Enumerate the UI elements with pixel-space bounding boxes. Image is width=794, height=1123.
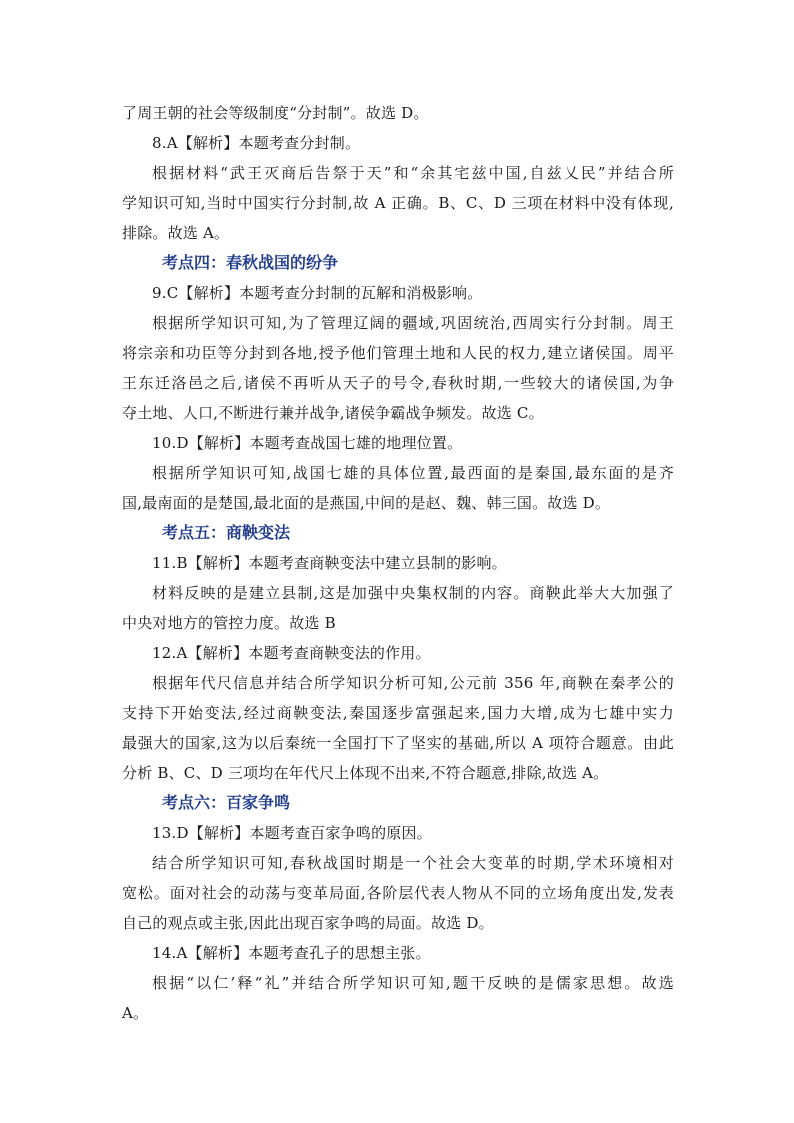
text-line: 中央对地方的管控力度。故选 B — [122, 614, 336, 632]
section-heading: 考点四：春秋战国的纷争 — [162, 253, 339, 272]
text-line: 国,最南面的是楚国,最北面的是燕国,中间的是赵、魏、韩三国。故选 D。 — [122, 494, 611, 512]
document-page — [122, 98, 674, 1028]
text-line: 将宗亲和功臣等分封到各地,授予他们管理土地和人民的权力,建立诸侯国。周平 — [122, 344, 674, 362]
text-line: 了周王朝的社会等级制度“分封制”。故选 D。 — [122, 104, 429, 122]
text-line: 13.D【解析】本题考查百家争鸣的原因。 — [152, 824, 432, 842]
text-line: 排除。故选 A。 — [122, 224, 230, 242]
text-line: 根据“以仁’释“礼”并结合所学知识可知,题干反映的是儒家思想。故选 — [152, 974, 674, 992]
text-line: 根据所学知识可知,战国七雄的具体位置,最西面的是秦国,最东面的是齐 — [152, 464, 674, 482]
text-line: 14.A【解析】本题考查孔子的思想主张。 — [152, 944, 431, 962]
text-line: 分析 B、C、D 三项均在年代尺上体现不出来,不符合题意,排除,故选 A。 — [122, 764, 609, 782]
text-line: 根据材料“武王灭商后告祭于天”和“余其宅兹中国,自兹乂民”并结合所 — [152, 164, 674, 182]
text-line: A。 — [122, 1004, 149, 1022]
text-line: 12.A【解析】本题考查商鞅变法的作用。 — [152, 644, 431, 662]
text-line: 8.A【解析】本题考查分封制。 — [152, 134, 361, 152]
text-line: 自己的观点或主张,因此出现百家争鸣的局面。故选 D。 — [122, 914, 494, 932]
text-line: 支持下开始变法,经过商鞅变法,秦国逐步富强起来,国力大增,成为七雄中实力 — [122, 704, 674, 722]
text-line: 11.B【解析】本题考查商鞅变法中建立县制的影响。 — [152, 554, 507, 572]
text-line: 10.D【解析】本题考查战国七雄的地理位置。 — [152, 434, 463, 452]
text-line: 宽松。面对社会的动荡与变革局面,各阶层代表人物从不同的立场角度出发,发表 — [122, 884, 674, 902]
text-line: 结合所学知识可知,春秋战国时期是一个社会大变革的时期,学术环境相对 — [152, 854, 674, 872]
text-line: 夺土地、人口,不断进行兼并战争,诸侯争霸战争频发。故选 C。 — [122, 404, 544, 422]
text-line: 根据所学知识可知,为了管理辽阔的疆域,巩固统治,西周实行分封制。周王 — [152, 314, 674, 332]
text-line: 根据年代尺信息并结合所学知识分析可知,公元前 356 年,商鞅在秦孝公的 — [152, 674, 674, 692]
section-heading: 考点五：商鞅变法 — [162, 523, 291, 542]
text-line: 最强大的国家,这为以后秦统一全国打下了坚实的基础,所以 A 项符合题意。由此 — [122, 734, 674, 752]
text-line: 王东迁洛邑之后,诸侯不再听从天子的号令,春秋时期,一些较大的诸侯国,为争 — [122, 374, 674, 392]
text-line: 9.C【解析】本题考查分封制的瓦解和消极影响。 — [152, 284, 483, 302]
text-line: 学知识可知,当时中国实行分封制,故 A 正确。B、C、D 三项在材料中没有体现, — [122, 194, 674, 212]
text-line: 材料反映的是建立县制,这是加强中央集权制的内容。商鞅此举大大加强了 — [152, 584, 674, 602]
section-heading: 考点六：百家争鸣 — [162, 793, 291, 812]
